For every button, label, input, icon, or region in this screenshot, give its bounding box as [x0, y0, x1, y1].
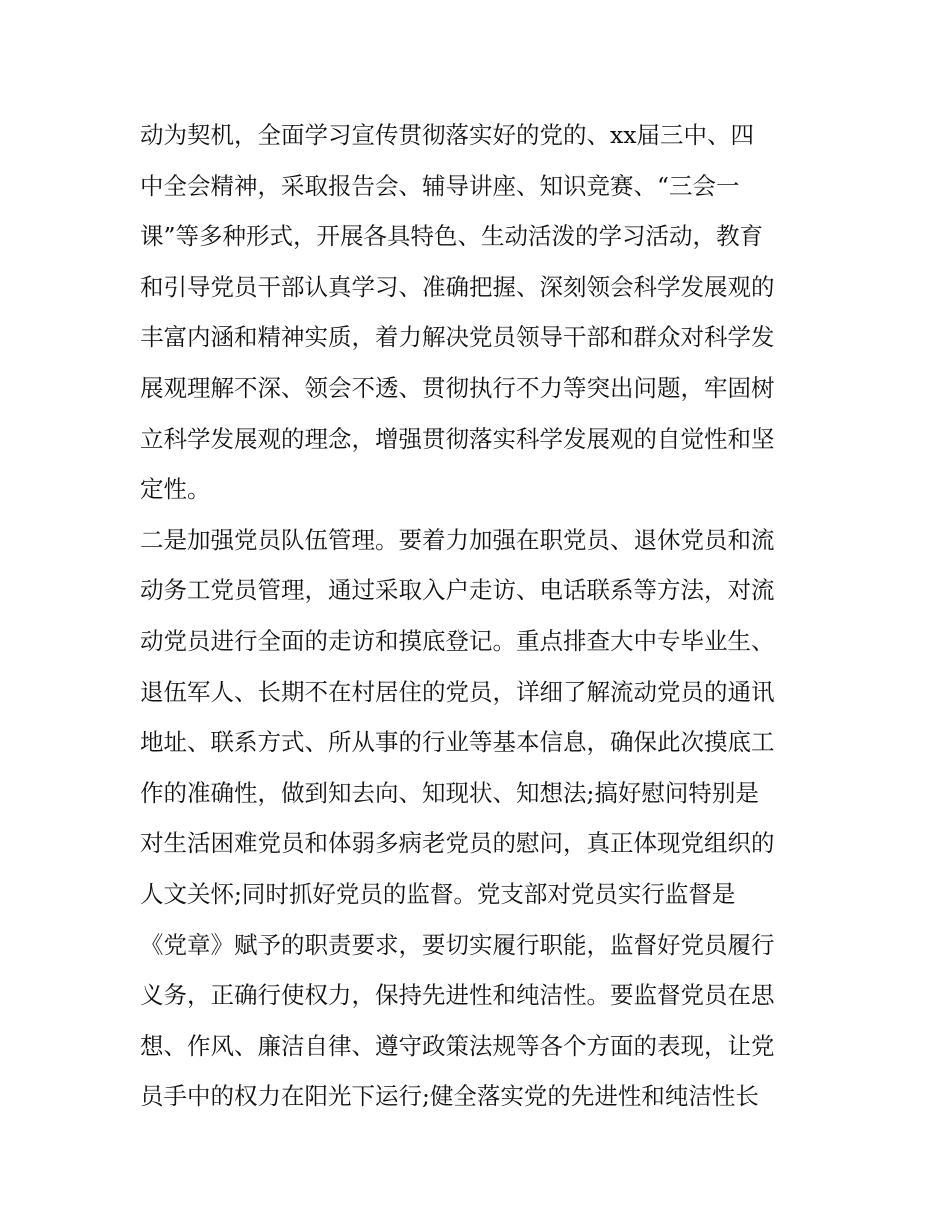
text-line: 定性。	[140, 475, 211, 504]
text-line: 课”等多种形式，开展各具特色、生动活泼的学习活动，教育	[140, 222, 764, 251]
text-line: 和引导党员干部认真学习、准确把握、深刻领会科学发展观的	[140, 272, 775, 301]
text-line: 想、作风、廉洁自律、遵守政策法规等各个方面的表现，让党	[140, 1031, 775, 1060]
text-line: 人文关怀;同时抓好党员的监督。党支部对党员实行监督是	[140, 879, 736, 908]
text-line: 丰富内涵和精神实质，着力解决党员领导干部和群众对科学发	[140, 323, 775, 352]
text-line: 作的准确性，做到知去向、知现状、知想法;搞好慰问特别是	[140, 778, 759, 807]
text-line: 退伍军人、长期不在村居住的党员，详细了解流动党员的通讯	[140, 677, 775, 706]
text-line: 义务，正确行使权力，保持先进性和纯洁性。要监督党员在思	[140, 981, 775, 1010]
text-line: 动务工党员管理，通过采取入户走访、电话联系等方法，对流	[140, 576, 775, 605]
text-line: 动党员进行全面的走访和摸底登记。重点排查大中专毕业生、	[140, 626, 775, 655]
text-line: 对生活困难党员和体弱多病老党员的慰问，真正体现党组织的	[140, 829, 775, 858]
text-line: 二是加强党员队伍管理。要着力加强在职党员、退休党员和流	[140, 525, 775, 554]
text-line: 动为契机，全面学习宣传贯彻落实好的党的、xx届三中、四	[140, 121, 755, 149]
text-line: 地址、联系方式、所从事的行业等基本信息，确保此次摸底工	[140, 728, 775, 757]
body-text	[140, 110, 820, 1122]
text-line: 中全会精神，采取报告会、辅导讲座、知识竞赛、“三会一	[140, 171, 740, 200]
text-line: 立科学发展观的理念，增强贯彻落实科学发展观的自觉性和坚	[140, 424, 775, 453]
text-line: 《党章》赋予的职责要求，要切实履行职能，监督好党员履行	[140, 930, 775, 959]
text-line: 员手中的权力在阳光下运行;健全落实党的先进性和纯洁性长	[140, 1082, 759, 1111]
text-line: 展观理解不深、领会不透、贯彻执行不力等突出问题，牢固树	[140, 373, 775, 402]
